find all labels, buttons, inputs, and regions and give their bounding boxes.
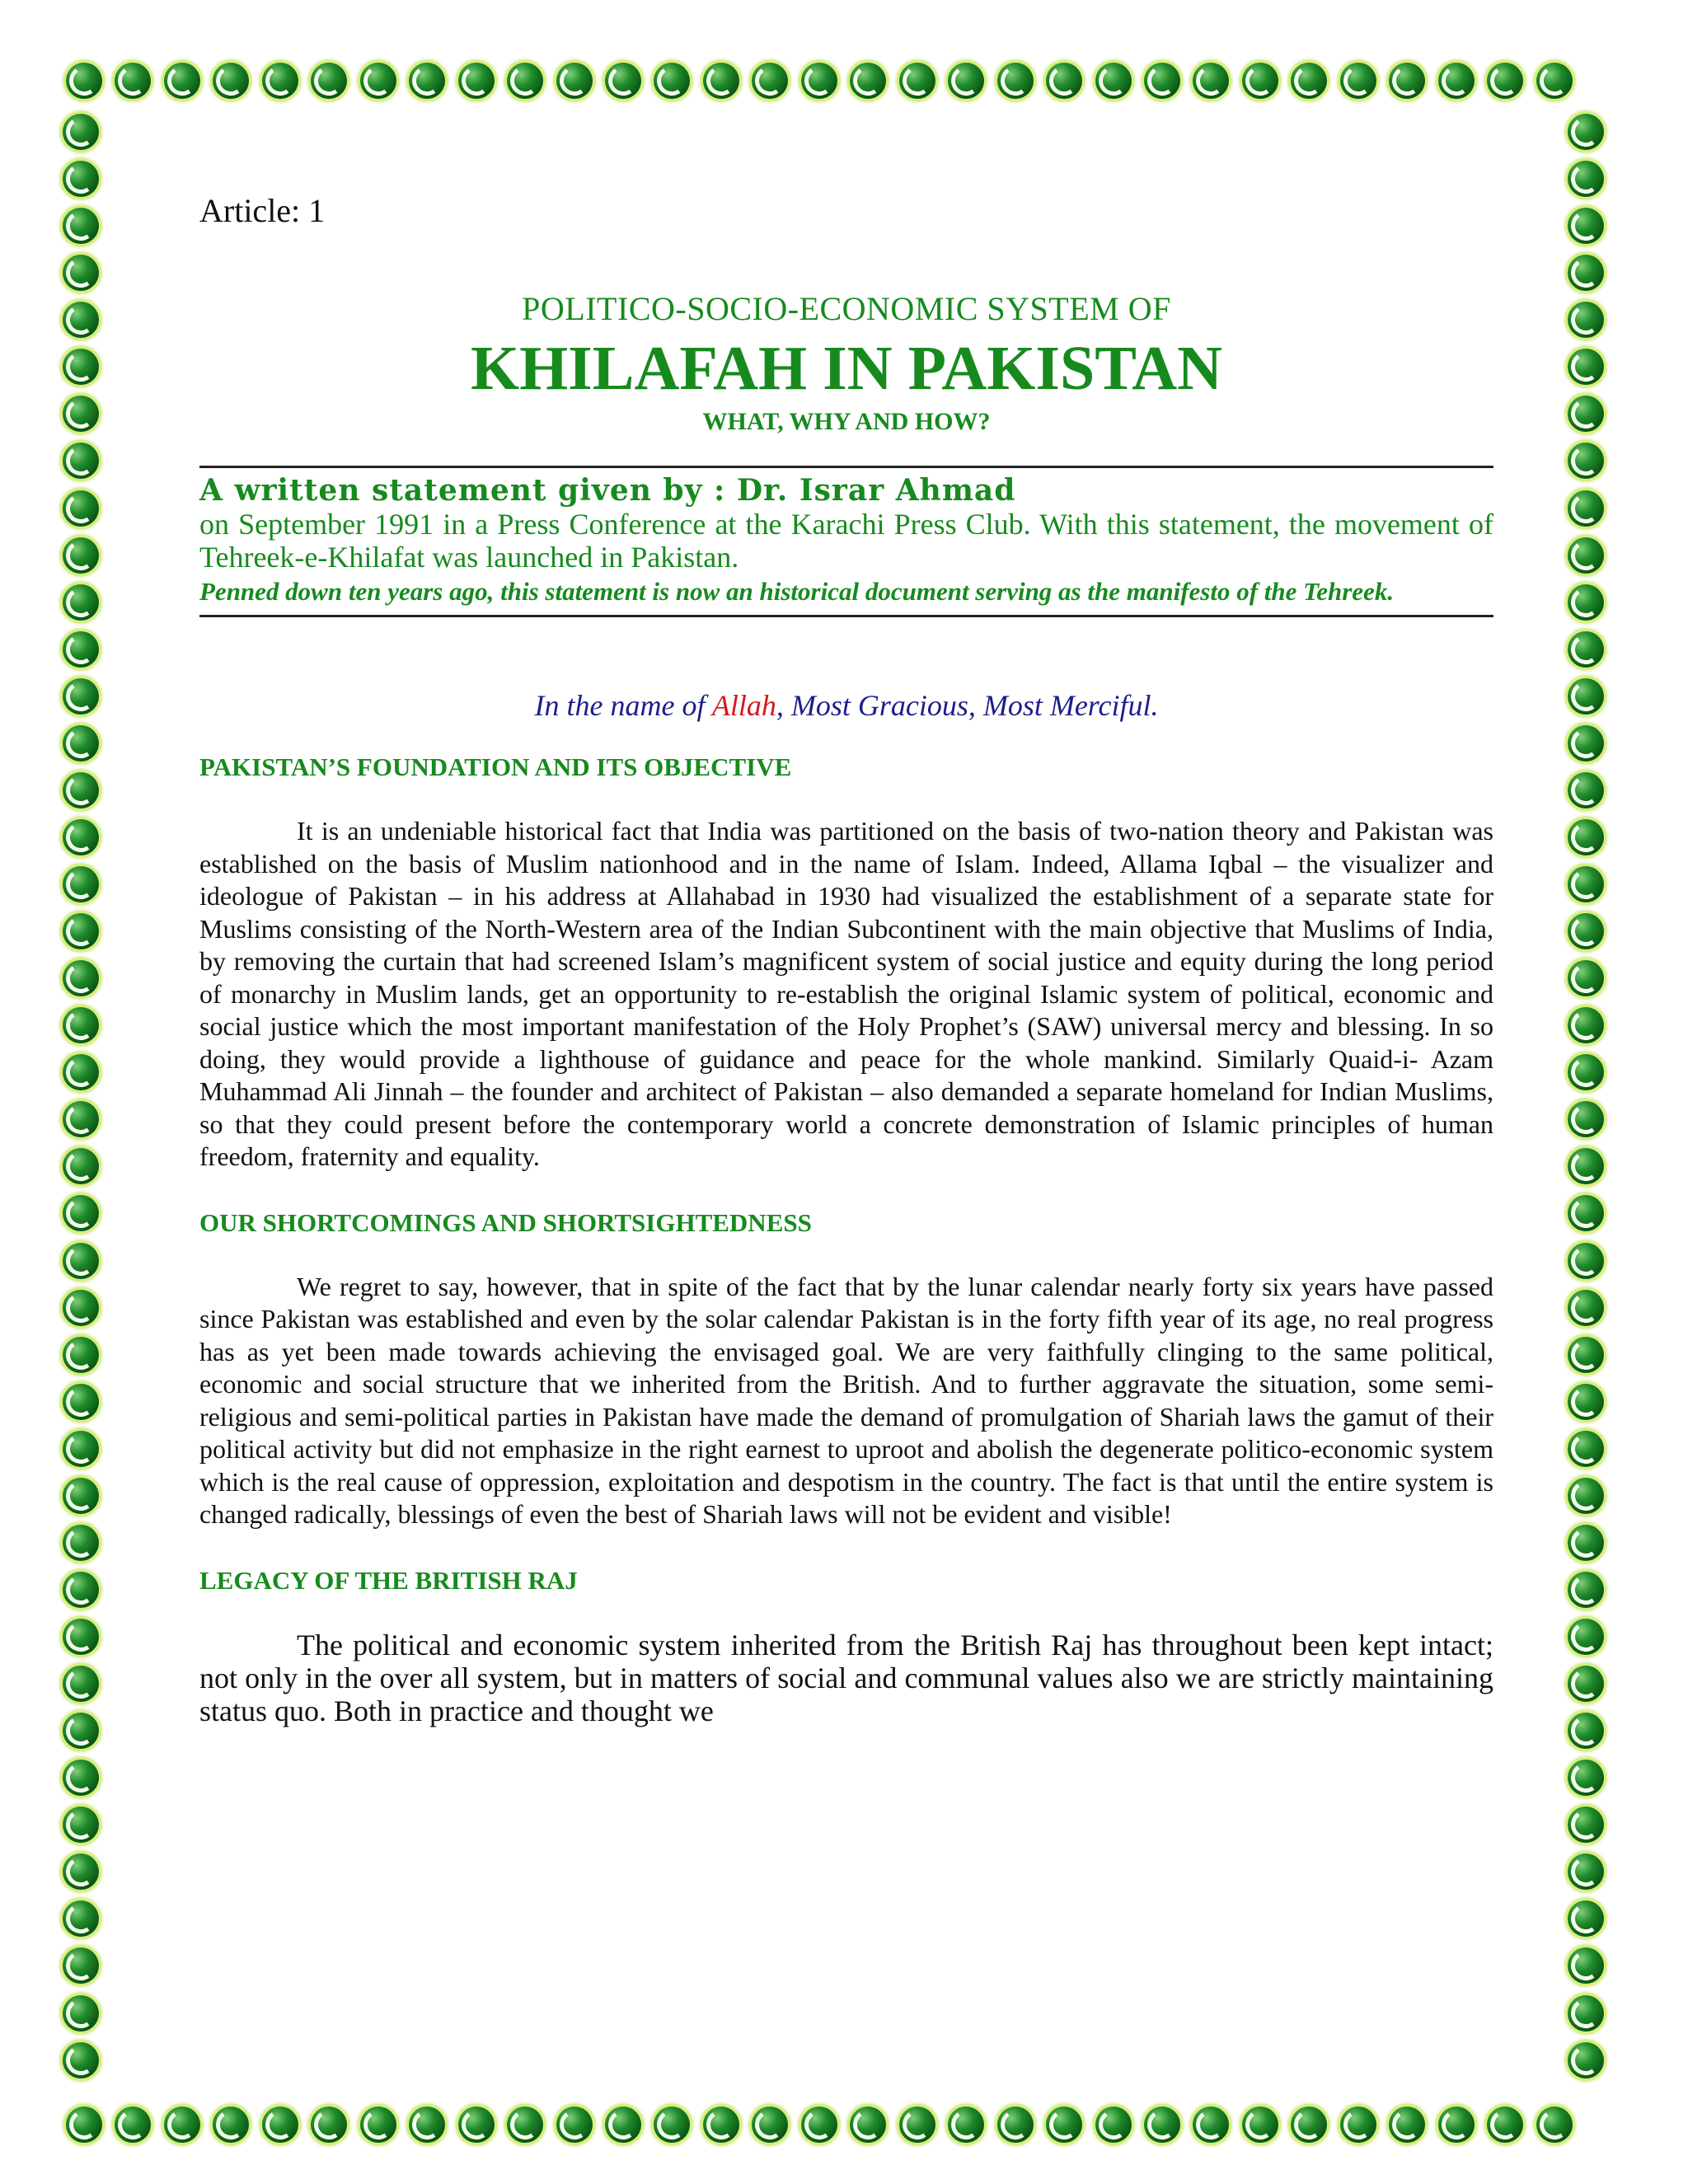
crescent-orb-icon (1568, 678, 1604, 715)
crescent-orb-icon (63, 1619, 99, 1655)
crescent-orb-icon (63, 1995, 99, 2032)
crescent-orb-icon (1568, 584, 1604, 621)
bismillah-allah: Allah (711, 689, 776, 722)
crescent-orb-icon (948, 63, 984, 99)
crescent-orb-icon (409, 63, 445, 99)
crescent-orb-icon (63, 1337, 99, 1373)
crescent-orb-icon (63, 1290, 99, 1326)
crescent-orb-icon (1095, 63, 1132, 99)
crescent-orb-icon (63, 1148, 99, 1184)
crescent-orb-icon (63, 208, 99, 244)
crescent-orb-icon (63, 1760, 99, 1796)
crescent-orb-icon (1568, 1854, 1604, 1890)
bismillah-after: , Most Gracious, Most Merciful. (776, 689, 1159, 722)
crescent-orb-icon (63, 1431, 99, 1467)
crescent-orb-icon (63, 114, 99, 150)
section-heading: PAKISTAN’S FOUNDATION AND ITS OBJECTIVE (199, 752, 792, 781)
crescent-orb-icon (63, 1384, 99, 1420)
crescent-orb-icon (1568, 1384, 1604, 1420)
crescent-orb-icon (507, 63, 543, 99)
crescent-orb-icon (63, 2042, 99, 2079)
statement-head: A written statement given by : Dr. Israr Ahmad (199, 473, 1016, 508)
crescent-orb-icon (850, 63, 886, 99)
section-heading: LEGACY OF THE BRITISH RAJ (199, 1565, 578, 1595)
crescent-orb-icon (1568, 913, 1604, 949)
section-heading: OUR SHORTCOMINGS AND SHORTSIGHTEDNESS (199, 1207, 812, 1237)
crescent-orb-icon (1242, 63, 1278, 99)
crescent-orb-icon (1568, 1572, 1604, 1608)
statement-body: on September 1991 in a Press Conference at the Karachi Press Club. With this statement, the movement of Tehreek-e-Khilafat was launched in Pakistan. (199, 508, 1493, 574)
section-paragraph: The political and economic system inherited from the British Raj has throughout been kept intact; not only in the over all system, but in matters of social and communal values also we are strictly maintaining status quo. Both in practice and thought we (199, 1628, 1493, 1727)
crescent-orb-icon (997, 63, 1034, 99)
crescent-orb-icon (1568, 1148, 1604, 1184)
crescent-orb-icon (1568, 302, 1604, 338)
crescent-orb-icon (703, 63, 739, 99)
crescent-orb-icon (1568, 1054, 1604, 1090)
crescent-orb-icon (1193, 2107, 1229, 2143)
crescent-orb-icon (1568, 1243, 1604, 1279)
crescent-orb-icon (63, 302, 99, 338)
crescent-orb-icon (1487, 63, 1523, 99)
crescent-orb-icon (1340, 63, 1376, 99)
crescent-orb-icon (1568, 161, 1604, 197)
crescent-orb-icon (1340, 2107, 1376, 2143)
crescent-orb-icon (1568, 1290, 1604, 1326)
crescent-orb-icon (1568, 1101, 1604, 1137)
crescent-orb-icon (311, 2107, 347, 2143)
crescent-orb-icon (1568, 1900, 1604, 1937)
crescent-orb-icon (1568, 1947, 1604, 1984)
crescent-orb-icon (1568, 866, 1604, 902)
crescent-orb-icon (311, 63, 347, 99)
crescent-orb-icon (63, 443, 99, 479)
crescent-orb-icon (63, 255, 99, 291)
crescent-orb-icon (1568, 490, 1604, 527)
crescent-orb-icon (1291, 2107, 1327, 2143)
crescent-orb-icon (360, 2107, 396, 2143)
crescent-orb-icon (63, 1947, 99, 1984)
crescent-orb-icon (1568, 443, 1604, 479)
crescent-orb-icon (66, 2107, 102, 2143)
crescent-orb-icon (801, 63, 837, 99)
crescent-orb-icon (1568, 772, 1604, 808)
crescent-orb-icon (63, 678, 99, 715)
crescent-orb-icon (556, 63, 593, 99)
crescent-orb-icon (63, 161, 99, 197)
crescent-orb-icon (63, 1007, 99, 1043)
crescent-orb-icon (1568, 725, 1604, 762)
crescent-orb-icon (262, 63, 298, 99)
crescent-orb-icon (262, 2107, 298, 2143)
title-tagline: WHAT, WHY AND HOW? (702, 408, 991, 435)
crescent-orb-icon (899, 63, 935, 99)
crescent-orb-icon (1536, 63, 1573, 99)
crescent-orb-icon (801, 2107, 837, 2143)
crescent-orb-icon (63, 866, 99, 902)
crescent-orb-icon (997, 2107, 1034, 2143)
crescent-orb-icon (654, 2107, 690, 2143)
crescent-orb-icon (63, 1101, 99, 1137)
crescent-orb-icon (850, 2107, 886, 2143)
crescent-orb-icon (1568, 960, 1604, 996)
crescent-orb-icon (458, 2107, 495, 2143)
article-label: Article: 1 (199, 192, 326, 229)
title-subtitle: POLITICO-SOCIO-ECONOMIC SYSTEM OF (522, 290, 1171, 327)
crescent-orb-icon (164, 2107, 200, 2143)
crescent-orb-icon (1568, 1478, 1604, 1514)
crescent-orb-icon (1389, 63, 1425, 99)
crescent-orb-icon (1568, 1666, 1604, 1702)
crescent-orb-icon (1568, 631, 1604, 668)
crescent-orb-icon (752, 63, 788, 99)
border-left (63, 114, 102, 2079)
bismillah-before: In the name of (534, 689, 712, 722)
crescent-orb-icon (507, 2107, 543, 2143)
bismillah (199, 688, 1493, 723)
border-top (66, 63, 1573, 101)
crescent-orb-icon (63, 1054, 99, 1090)
crescent-orb-icon (1568, 114, 1604, 150)
crescent-orb-icon (115, 63, 151, 99)
crescent-orb-icon (1568, 537, 1604, 574)
crescent-orb-icon (63, 1478, 99, 1514)
crescent-orb-icon (1487, 2107, 1523, 2143)
crescent-orb-icon (605, 63, 641, 99)
crescent-orb-icon (1568, 208, 1604, 244)
border-bottom (66, 2107, 1573, 2144)
crescent-orb-icon (409, 2107, 445, 2143)
crescent-orb-icon (213, 2107, 249, 2143)
crescent-orb-icon (1568, 1995, 1604, 2032)
crescent-orb-icon (63, 396, 99, 432)
crescent-orb-icon (63, 772, 99, 808)
crescent-orb-icon (1193, 63, 1229, 99)
border-right (1568, 114, 1607, 2079)
crescent-orb-icon (556, 2107, 593, 2143)
crescent-orb-icon (1046, 2107, 1082, 2143)
crescent-orb-icon (115, 2107, 151, 2143)
crescent-orb-icon (63, 490, 99, 527)
crescent-orb-icon (1568, 2042, 1604, 2079)
crescent-orb-icon (63, 725, 99, 762)
crescent-orb-icon (1389, 2107, 1425, 2143)
crescent-orb-icon (1568, 819, 1604, 855)
crescent-orb-icon (1242, 2107, 1278, 2143)
crescent-orb-icon (1438, 2107, 1475, 2143)
section-paragraph: We regret to say, however, that in spite of the fact that by the lunar calendar nearly forty six years have passed since Pakistan was established and even by the solar calendar Pakistan is in the forty fifth year of its age, no real progress has as yet been made towards achieving the envisaged goal. We are very faithfully clinging to the same political, economic and social structure that we inherited from the British. And to further aggravate the situation, some semi-religious and semi-political parties in Pakistan have made the demand of promulgation of Shariah laws the gamut of their political activity but did not emphasize in the right earnest to uproot and abolish the degenerate politico-economic system which is the real cause of oppression, exploitation and despotism in the country. The fact is that until the entire system is changed radically, blessings of even the best of Shariah laws will not be evident and visible! (199, 1271, 1493, 1529)
crescent-orb-icon (63, 1713, 99, 1749)
crescent-orb-icon (63, 584, 99, 621)
crescent-orb-icon (1046, 63, 1082, 99)
crescent-orb-icon (899, 2107, 935, 2143)
crescent-orb-icon (63, 1807, 99, 1843)
crescent-orb-icon (1144, 63, 1180, 99)
crescent-orb-icon (63, 1195, 99, 1231)
crescent-orb-icon (66, 63, 102, 99)
crescent-orb-icon (703, 2107, 739, 2143)
page-title: KHILAFAH IN PAKISTAN (470, 334, 1223, 403)
crescent-orb-icon (63, 1666, 99, 1702)
statement-note: Penned down ten years ago, this statement is now an historical document serving as the manifesto of the Tehreek. (199, 577, 1395, 606)
crescent-orb-icon (63, 631, 99, 668)
crescent-orb-icon (360, 63, 396, 99)
crescent-orb-icon (1568, 1337, 1604, 1373)
crescent-orb-icon (63, 1243, 99, 1279)
crescent-orb-icon (63, 960, 99, 996)
crescent-orb-icon (752, 2107, 788, 2143)
crescent-orb-icon (654, 63, 690, 99)
crescent-orb-icon (63, 537, 99, 574)
crescent-orb-icon (1144, 2107, 1180, 2143)
crescent-orb-icon (1568, 349, 1604, 385)
crescent-orb-icon (63, 913, 99, 949)
section-paragraph: It is an undeniable historical fact that India was partitioned on the basis of two-nation theory and Pakistan was established on the basis of Muslim nationhood and in the name of Islam. Indeed, Allama Iqbal – the visualizer and ideologue of Pakistan – in his address at Allahabad in 1930 had visualized the establishment of a separate state for Muslims consisting of the North-Western area of the Indian Subcontinent with the main objective that Muslims of India, by removing the curtain that had screened Islam’s magnificent system of social justice and equity during the long period of monarchy in Muslim lands, get an opportunity to re-establish the original Islamic system of political, economic and social justice which the most important manifestation of the Holy Prophet’s (SAW) universal mercy and blessing. In so doing, they would provide a lighthouse of guidance and peace for the whole mankind. Similarly Quaid-i- Azam Muhammad Ali Jinnah – the founder and architect of Pakistan – also demanded a separate homeland for Indian Muslims, so that they could present before the contemporary world a concrete demonstration of Islamic principles of human freedom, fraternity and equality. (199, 816, 1493, 1171)
crescent-orb-icon (63, 1525, 99, 1561)
crescent-orb-icon (1568, 255, 1604, 291)
crescent-orb-icon (1095, 2107, 1132, 2143)
crescent-orb-icon (63, 349, 99, 385)
crescent-orb-icon (63, 1900, 99, 1937)
crescent-orb-icon (605, 2107, 641, 2143)
crescent-orb-icon (63, 1854, 99, 1890)
crescent-orb-icon (63, 819, 99, 855)
crescent-orb-icon (1568, 1431, 1604, 1467)
document-content (199, 191, 1493, 1762)
crescent-orb-icon (213, 63, 249, 99)
crescent-orb-icon (1291, 63, 1327, 99)
crescent-orb-icon (1568, 1807, 1604, 1843)
crescent-orb-icon (1438, 63, 1475, 99)
crescent-orb-icon (1568, 1007, 1604, 1043)
crescent-orb-icon (1568, 1713, 1604, 1749)
crescent-orb-icon (1568, 1195, 1604, 1231)
crescent-orb-icon (1568, 1760, 1604, 1796)
crescent-orb-icon (458, 63, 495, 99)
crescent-orb-icon (1568, 1619, 1604, 1655)
crescent-orb-icon (1568, 396, 1604, 432)
crescent-orb-icon (1568, 1525, 1604, 1561)
crescent-orb-icon (1536, 2107, 1573, 2143)
statement-box (199, 466, 1493, 617)
crescent-orb-icon (948, 2107, 984, 2143)
crescent-orb-icon (63, 1572, 99, 1608)
crescent-orb-icon (164, 63, 200, 99)
